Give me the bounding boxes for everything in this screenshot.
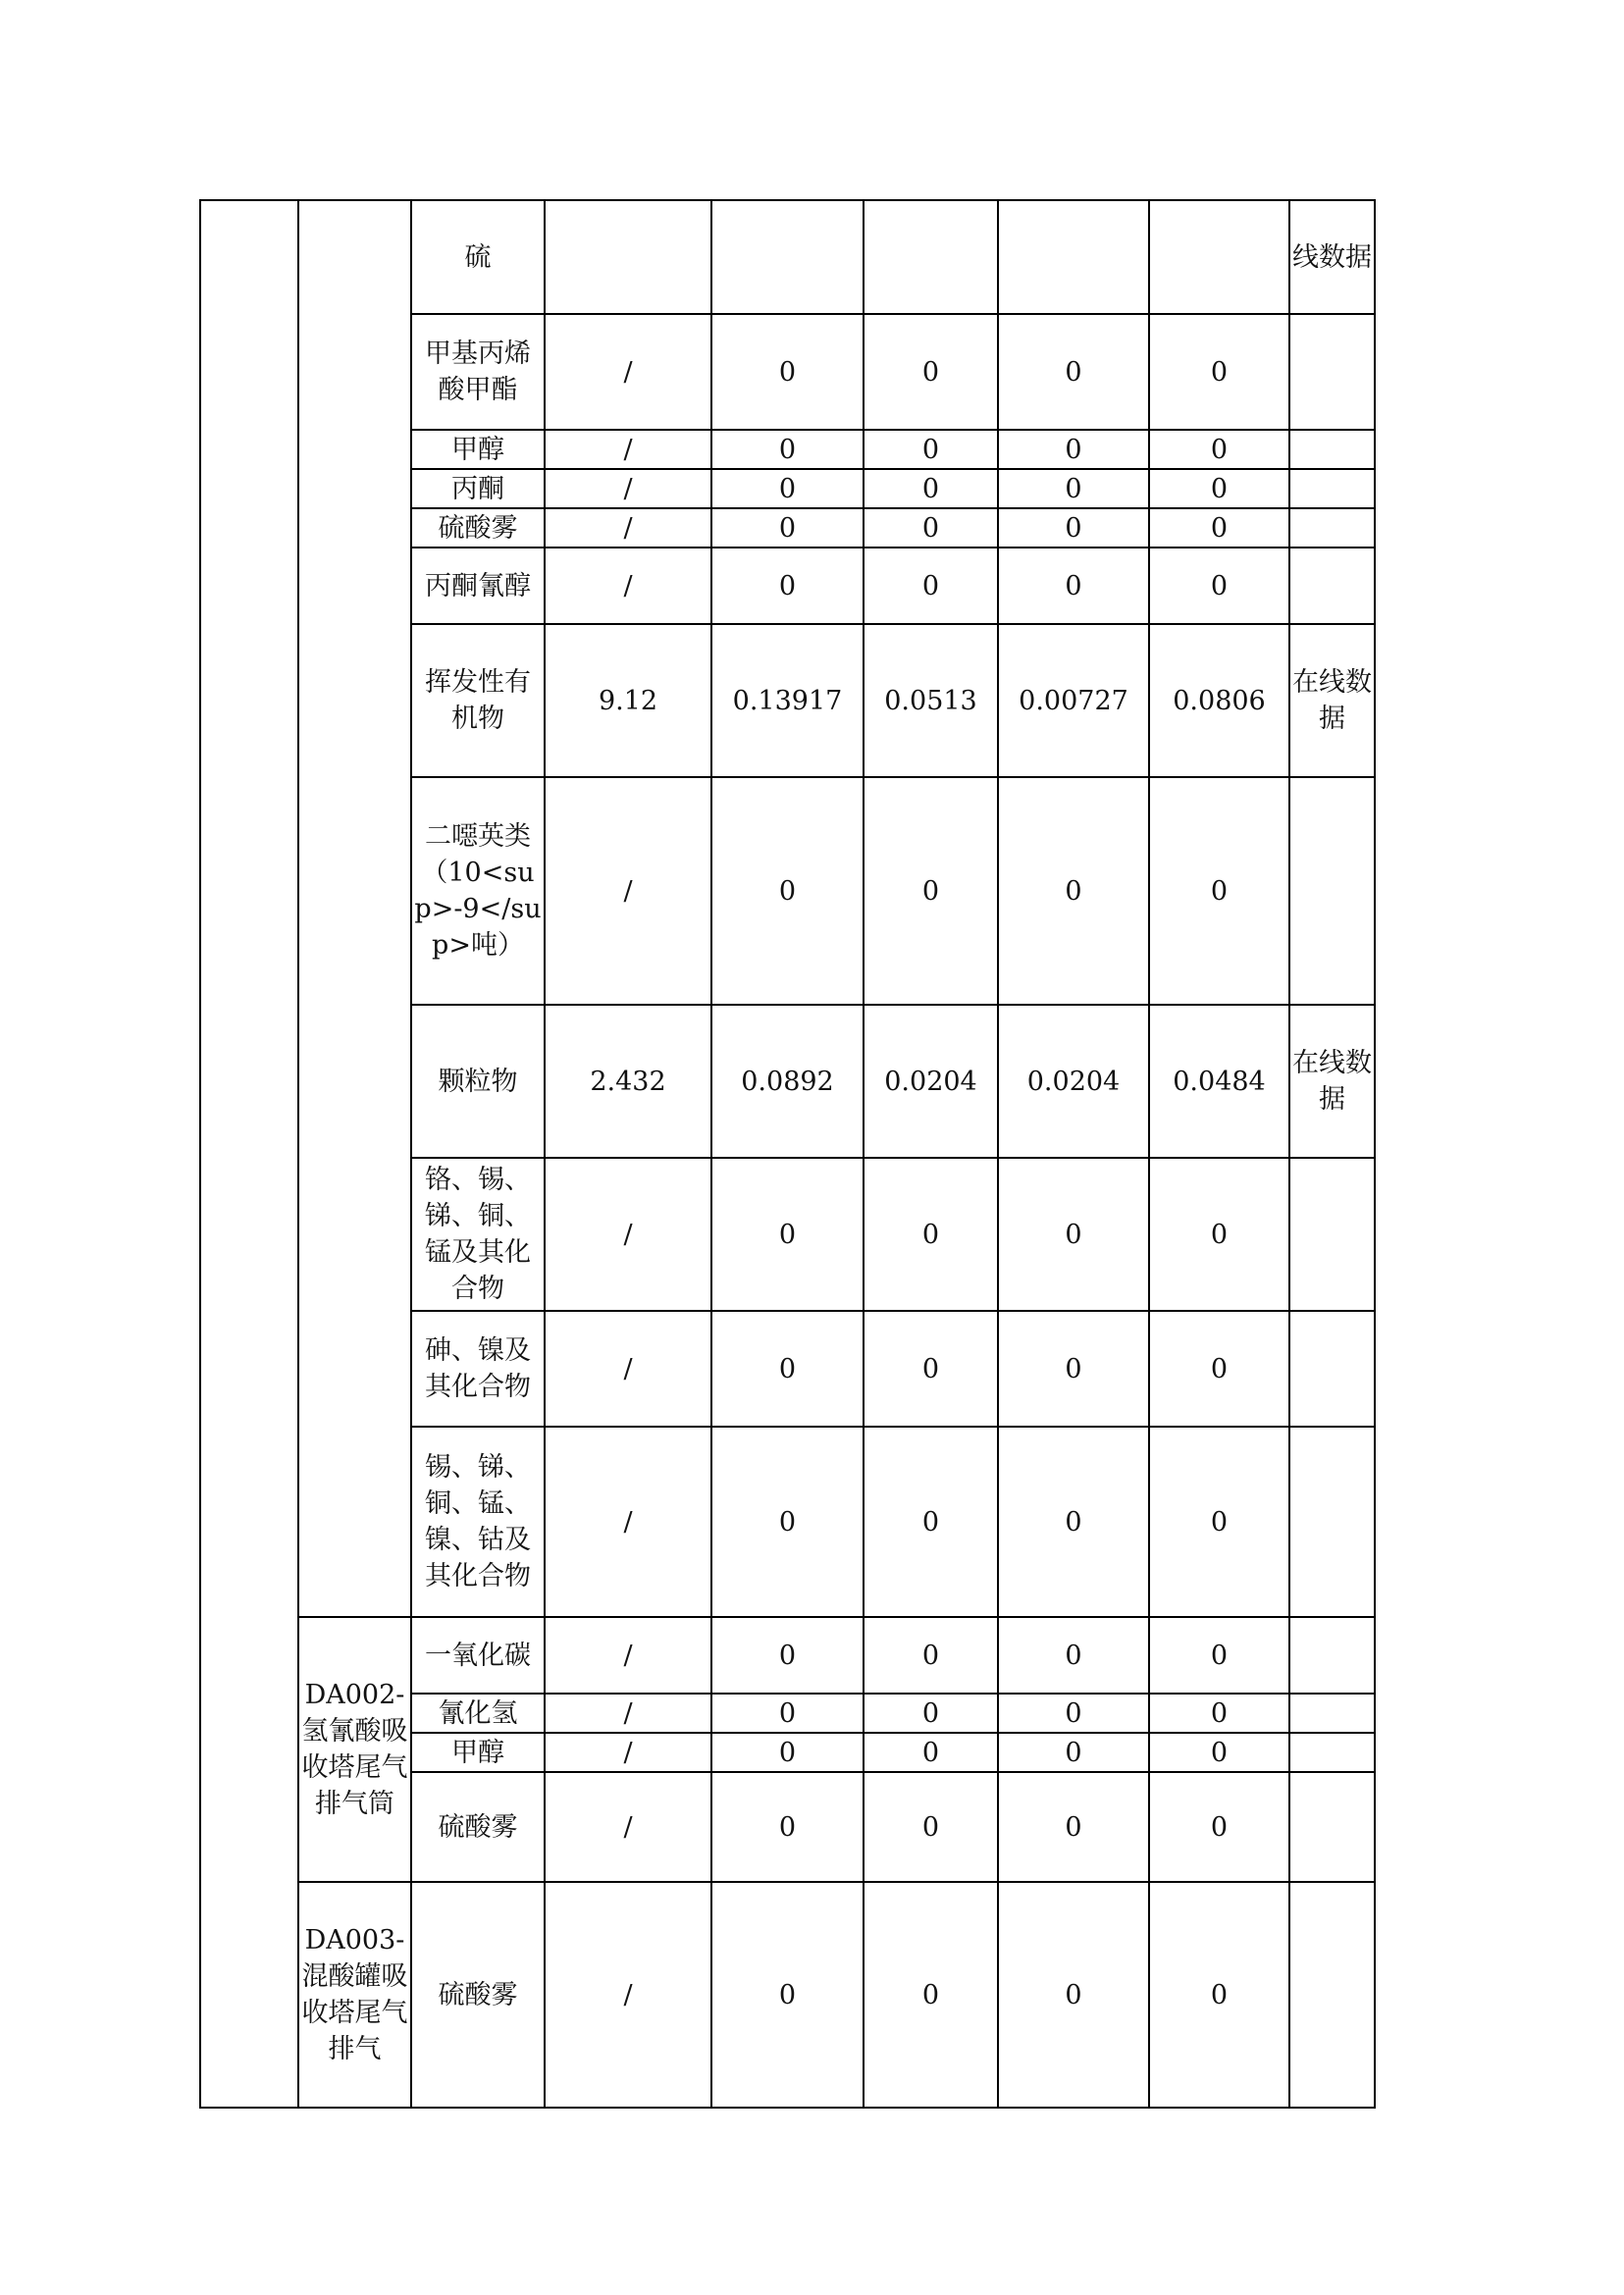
value-cell: / [545,1772,711,1882]
value-cell: 0.0484 [1149,1005,1289,1158]
pollutant-cell: 硫 [411,200,545,314]
value-cell: 0 [711,1882,864,2108]
value-cell: / [545,777,711,1005]
value-cell: 0 [998,1733,1149,1772]
pollutant-cell: 二噁英类（10<sup>-9</sup>吨） [411,777,545,1005]
value-cell: / [545,1733,711,1772]
value-cell [1149,200,1289,314]
note-cell [1289,548,1375,624]
value-cell: 0 [1149,430,1289,469]
pollutant-cell: 氰化氢 [411,1694,545,1733]
value-cell: 0 [864,777,998,1005]
value-cell: / [545,1694,711,1733]
value-cell: / [545,469,711,508]
value-cell: 0 [864,314,998,430]
value-cell: / [545,1158,711,1311]
value-cell: / [545,430,711,469]
note-cell: 线数据 [1289,200,1375,314]
value-cell: 0.00727 [998,624,1149,777]
pollutant-cell: 甲醇 [411,1733,545,1772]
value-cell: 0 [864,1158,998,1311]
value-cell: 0 [998,469,1149,508]
value-cell: / [545,1311,711,1427]
value-cell: 0 [711,1733,864,1772]
value-cell: 0 [711,469,864,508]
value-cell: / [545,548,711,624]
note-cell [1289,1882,1375,2108]
value-cell: 0 [864,548,998,624]
value-cell: 0 [864,469,998,508]
pollutant-cell: 一氧化碳 [411,1617,545,1694]
value-cell: 0 [864,430,998,469]
value-cell: 0 [864,1733,998,1772]
outlet-cell: DA003-混酸罐吸收塔尾气排气 [298,1882,411,2108]
value-cell: 0 [711,430,864,469]
note-cell [1289,1311,1375,1427]
value-cell: 0.0806 [1149,624,1289,777]
value-cell: 0.13917 [711,624,864,777]
value-cell: 0.0204 [864,1005,998,1158]
value-cell: 0 [998,314,1149,430]
value-cell: 0.0513 [864,624,998,777]
value-cell: / [545,1617,711,1694]
pollutant-cell: 挥发性有机物 [411,624,545,777]
note-cell [1289,1427,1375,1617]
value-cell: 0 [711,1427,864,1617]
pollutant-cell: 丙酮 [411,469,545,508]
value-cell [711,200,864,314]
pollutant-cell: 锡、锑、铜、锰、镍、钴及其化合物 [411,1427,545,1617]
value-cell: 0 [1149,1694,1289,1733]
value-cell: 0 [998,1882,1149,2108]
value-cell [864,200,998,314]
value-cell: 0 [1149,508,1289,548]
note-cell: 在线数据 [1289,1005,1375,1158]
table-row [200,1617,1375,1694]
value-cell: 0 [1149,1882,1289,2108]
value-cell: 0 [711,1617,864,1694]
value-cell: 0 [711,1311,864,1427]
value-cell: 0.0204 [998,1005,1149,1158]
value-cell: 0 [1149,1772,1289,1882]
value-cell: 0 [864,1427,998,1617]
note-cell [1289,1158,1375,1311]
category-cell [200,200,298,2108]
value-cell: 0 [1149,1158,1289,1311]
note-cell [1289,1694,1375,1733]
value-cell: 0 [1149,548,1289,624]
table-row [200,1882,1375,2108]
value-cell: 0 [864,1694,998,1733]
value-cell: 0 [864,1311,998,1427]
value-cell: 0 [1149,1733,1289,1772]
value-cell: 0 [998,777,1149,1005]
value-cell: 0 [998,430,1149,469]
value-cell: 0 [864,508,998,548]
emission-table [199,199,1376,2109]
value-cell: 0 [711,508,864,548]
value-cell: / [545,1427,711,1617]
note-cell [1289,469,1375,508]
value-cell: 0 [998,508,1149,548]
pollutant-cell: 甲基丙烯酸甲酯 [411,314,545,430]
table-row [200,200,1375,314]
value-cell: 0 [998,1158,1149,1311]
value-cell: 0 [998,1694,1149,1733]
value-cell: 0 [711,1772,864,1882]
value-cell: 0 [1149,1427,1289,1617]
value-cell: 0 [864,1772,998,1882]
value-cell: / [545,508,711,548]
value-cell: 0 [998,1311,1149,1427]
value-cell: 0 [1149,1311,1289,1427]
value-cell: 0 [998,1772,1149,1882]
value-cell: 0 [998,1427,1149,1617]
value-cell [998,200,1149,314]
value-cell: 0 [864,1617,998,1694]
value-cell: 9.12 [545,624,711,777]
pollutant-cell: 铬、锡、锑、铜、锰及其化合物 [411,1158,545,1311]
value-cell: 0 [711,777,864,1005]
value-cell: 0 [711,548,864,624]
value-cell: 0 [711,314,864,430]
value-cell: 0.0892 [711,1005,864,1158]
value-cell: 0 [864,1882,998,2108]
note-cell [1289,1617,1375,1694]
value-cell: 0 [998,1617,1149,1694]
pollutant-cell: 颗粒物 [411,1005,545,1158]
note-cell [1289,1772,1375,1882]
value-cell: / [545,314,711,430]
pollutant-cell: 硫酸雾 [411,1882,545,2108]
note-cell [1289,430,1375,469]
value-cell [545,200,711,314]
note-cell: 在线数据 [1289,624,1375,777]
note-cell [1289,777,1375,1005]
value-cell: 0 [1149,777,1289,1005]
value-cell: 0 [711,1694,864,1733]
value-cell: 0 [998,548,1149,624]
value-cell: 2.432 [545,1005,711,1158]
outlet-cell [298,200,411,1617]
value-cell: 0 [1149,1617,1289,1694]
pollutant-cell: 砷、镍及其化合物 [411,1311,545,1427]
note-cell [1289,314,1375,430]
pollutant-cell: 丙酮氰醇 [411,548,545,624]
note-cell [1289,1733,1375,1772]
outlet-cell: DA002-氢氰酸吸收塔尾气排气筒 [298,1617,411,1882]
value-cell: / [545,1882,711,2108]
pollutant-cell: 甲醇 [411,430,545,469]
value-cell: 0 [1149,469,1289,508]
value-cell: 0 [1149,314,1289,430]
value-cell: 0 [711,1158,864,1311]
pollutant-cell: 硫酸雾 [411,1772,545,1882]
pollutant-cell: 硫酸雾 [411,508,545,548]
note-cell [1289,508,1375,548]
